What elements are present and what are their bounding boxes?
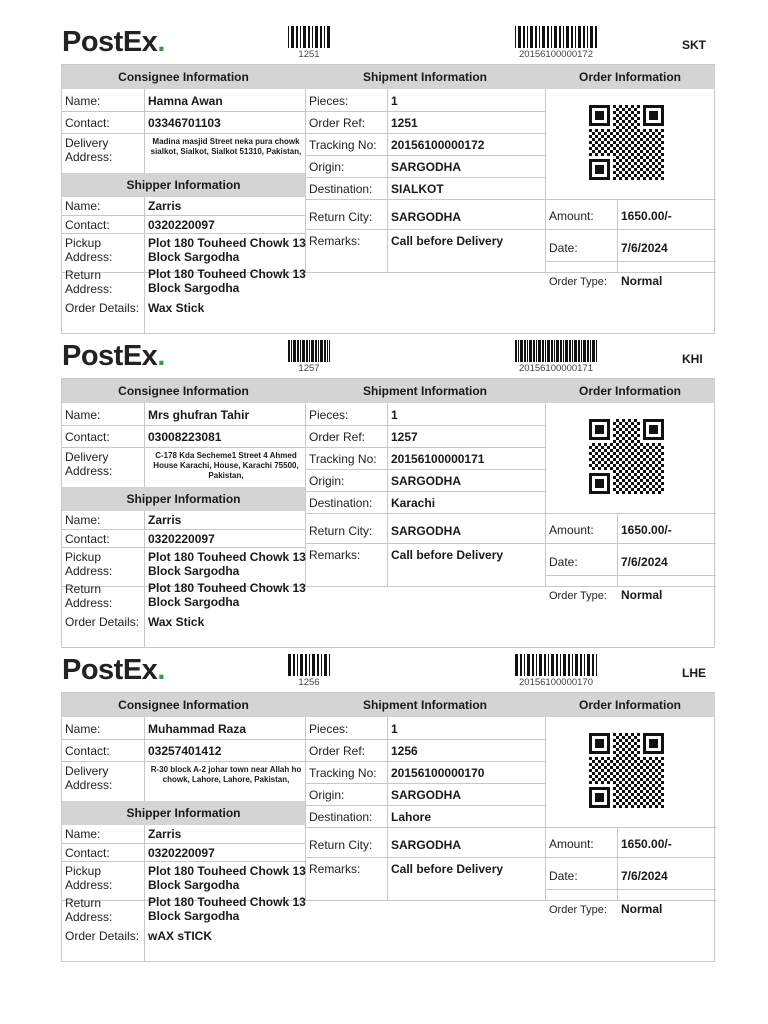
destination-label: Destination: [309, 810, 373, 824]
tracking-barcode-number: 20156100000172 [519, 49, 593, 60]
return-city: SARGODHA [391, 210, 462, 224]
shipper-name-label: Name: [65, 513, 101, 527]
shipper-contact: 0320220097 [148, 218, 215, 232]
consignee-contact: 03346701103 [148, 116, 221, 130]
barcode-icon [288, 654, 330, 676]
pieces-label: Pieces: [309, 94, 349, 108]
pickup-address-label: Pickup Address: [65, 550, 113, 578]
shipper-name-label: Name: [65, 827, 101, 841]
amount-label: Amount: [549, 837, 594, 851]
shipper-contact: 0320220097 [148, 846, 215, 860]
tracking-no: 20156100000172 [391, 138, 485, 152]
qr-code-icon [587, 415, 665, 499]
return-address-label: Return Address: [65, 268, 113, 296]
origin-label: Origin: [309, 474, 345, 488]
order-ref: 1256 [391, 744, 418, 758]
order-type: Normal [621, 274, 663, 288]
shipper-name: Zarris [148, 827, 182, 841]
shipper-name: Zarris [148, 513, 182, 527]
remarks: Call before Delivery [391, 862, 504, 876]
shipment-header: Shipment Information [305, 65, 545, 89]
consignee-name: Muhammad Raza [148, 722, 247, 736]
postex-logo: PostEx. [62, 340, 165, 372]
shipping-label [0, 24, 768, 336]
date-label: Date: [549, 241, 578, 255]
barcode-icon [515, 26, 597, 48]
delivery-address-label: Delivery Address: [65, 450, 113, 478]
consignee-name-label: Name: [65, 94, 101, 108]
barcode-icon [288, 340, 330, 362]
order-ref-barcode-number: 1251 [298, 49, 320, 60]
pickup-address: Plot 180 Touheed Chowk 13 Block Sargodha [148, 550, 306, 578]
order-ref-barcode [276, 340, 342, 374]
date: 7/6/2024 [621, 241, 668, 255]
pieces-label: Pieces: [309, 722, 349, 736]
pickup-address-label: Pickup Address: [65, 236, 113, 264]
consignee-contact-label: Contact: [65, 744, 110, 758]
tracking-barcode [506, 340, 606, 374]
return-city-label: Return City: [309, 210, 373, 224]
origin: SARGODHA [391, 474, 462, 488]
shipper-contact: 0320220097 [148, 532, 215, 546]
consignee-contact: 03257401412 [148, 744, 222, 758]
shipper-header: Shipper Information [62, 801, 305, 825]
shipper-contact-label: Contact: [65, 846, 110, 860]
return-city-label: Return City: [309, 524, 373, 538]
destination-city-code: LHE [682, 666, 706, 680]
postex-logo: PostEx. [62, 26, 165, 58]
pieces: 1 [391, 722, 398, 736]
remarks: Call before Delivery [391, 234, 504, 248]
order-details: Wax Stick [148, 301, 205, 315]
pieces: 1 [391, 408, 398, 422]
label-table [61, 378, 715, 648]
label-table [61, 64, 715, 334]
destination: Lahore [391, 810, 432, 824]
destination-label: Destination: [309, 182, 373, 196]
barcode-icon [515, 654, 597, 676]
remarks-label: Remarks: [309, 234, 361, 248]
pieces-label: Pieces: [309, 408, 349, 422]
order-ref-barcode-number: 1256 [298, 677, 320, 688]
consignee-name-label: Name: [65, 408, 101, 422]
origin: SARGODHA [391, 788, 462, 802]
order-type: Normal [621, 902, 663, 916]
return-address: Plot 180 Touheed Chowk 13 Block Sargodha [148, 895, 306, 923]
label-table [61, 692, 715, 962]
tracking-no-label: Tracking No: [309, 138, 377, 152]
shipper-name-label: Name: [65, 199, 101, 213]
shipper-header: Shipper Information [62, 173, 305, 197]
order-ref-label: Order Ref: [309, 744, 366, 758]
order-type-label: Order Type: [549, 276, 607, 288]
return-address: Plot 180 Touheed Chowk 13 Block Sargodha [148, 267, 306, 295]
origin: SARGODHA [391, 160, 462, 174]
delivery-address: R-30 block A-2 johar town near Allah ho chowk, Lahore, Lahore, Pakistan, [150, 765, 302, 784]
order-details-label: Order Details: [65, 615, 140, 629]
amount: 1650.00/- [621, 837, 672, 851]
shipper-header: Shipper Information [62, 487, 305, 511]
consignee-contact: 03008223081 [148, 430, 222, 444]
qr-code-icon [587, 101, 665, 185]
shipper-contact-label: Contact: [65, 218, 110, 232]
order-details-label: Order Details: [65, 301, 140, 315]
barcode-icon [515, 340, 597, 362]
date-label: Date: [549, 869, 578, 883]
order-type: Normal [621, 588, 663, 602]
tracking-barcode [506, 26, 606, 60]
pickup-address: Plot 180 Touheed Chowk 13 Block Sargodha [148, 236, 306, 264]
remarks: Call before Delivery [391, 548, 504, 562]
order-ref-label: Order Ref: [309, 430, 366, 444]
origin-label: Origin: [309, 788, 345, 802]
order-ref-label: Order Ref: [309, 116, 366, 130]
return-address: Plot 180 Touheed Chowk 13 Block Sargodha [148, 581, 306, 609]
order-ref: 1251 [391, 116, 418, 130]
postex-logo: PostEx. [62, 654, 165, 686]
return-city-label: Return City: [309, 838, 373, 852]
order-details-label: Order Details: [65, 929, 140, 943]
date: 7/6/2024 [621, 555, 668, 569]
tracking-no: 20156100000171 [391, 452, 485, 466]
amount: 1650.00/- [621, 209, 672, 223]
consignee-header: Consignee Information [62, 65, 305, 89]
pickup-address-label: Pickup Address: [65, 864, 113, 892]
consignee-name: Mrs ghufran Tahir [148, 408, 250, 422]
destination: Karachi [391, 496, 436, 510]
destination: SIALKOT [391, 182, 444, 196]
order-header: Order Information [545, 693, 715, 717]
order-ref-barcode [276, 654, 342, 688]
tracking-no: 20156100000170 [391, 766, 485, 780]
barcode-icon [288, 26, 330, 48]
order-type-label: Order Type: [549, 904, 607, 916]
return-address-label: Return Address: [65, 582, 113, 610]
consignee-header: Consignee Information [62, 379, 305, 403]
shipper-contact-label: Contact: [65, 532, 110, 546]
tracking-no-label: Tracking No: [309, 766, 377, 780]
shipping-label [0, 338, 768, 650]
remarks-label: Remarks: [309, 548, 361, 562]
date-label: Date: [549, 555, 578, 569]
consignee-contact-label: Contact: [65, 116, 110, 130]
shipment-header: Shipment Information [305, 379, 545, 403]
order-ref-barcode [276, 26, 342, 60]
order-ref-barcode-number: 1257 [298, 363, 320, 374]
amount-label: Amount: [549, 209, 594, 223]
destination-label: Destination: [309, 496, 373, 510]
return-city: SARGODHA [391, 524, 462, 538]
date: 7/6/2024 [621, 869, 668, 883]
delivery-address-label: Delivery Address: [65, 764, 113, 792]
consignee-contact-label: Contact: [65, 430, 110, 444]
tracking-barcode-number: 20156100000170 [519, 677, 593, 688]
return-address-label: Return Address: [65, 896, 113, 924]
amount: 1650.00/- [621, 523, 672, 537]
shipment-header: Shipment Information [305, 693, 545, 717]
delivery-address-label: Delivery Address: [65, 136, 113, 164]
consignee-name-label: Name: [65, 722, 101, 736]
order-type-label: Order Type: [549, 590, 607, 602]
order-header: Order Information [545, 379, 715, 403]
tracking-barcode [506, 654, 606, 688]
tracking-barcode-number: 20156100000171 [519, 363, 593, 374]
remarks-label: Remarks: [309, 862, 361, 876]
order-details: wAX sTICK [148, 929, 213, 943]
destination-city-code: KHI [682, 352, 703, 366]
pickup-address: Plot 180 Touheed Chowk 13 Block Sargodha [148, 864, 306, 892]
origin-label: Origin: [309, 160, 345, 174]
shipper-name: Zarris [148, 199, 182, 213]
consignee-name: Hamna Awan [148, 94, 223, 108]
delivery-address: Madina masjid Street neka pura chowk sialkot, Sialkot, Sialkot 51310, Pakistan, [150, 137, 302, 156]
delivery-address: C-178 Kda Secheme1 Street 4 Ahmed House Karachi, House, Karachi 75500, Pakistan, [153, 451, 299, 480]
shipping-label [0, 652, 768, 964]
consignee-header: Consignee Information [62, 693, 305, 717]
destination-city-code: SKT [682, 38, 706, 52]
return-city: SARGODHA [391, 838, 462, 852]
qr-code-icon [587, 729, 665, 813]
order-header: Order Information [545, 65, 715, 89]
amount-label: Amount: [549, 523, 594, 537]
order-details: Wax Stick [148, 615, 205, 629]
order-ref: 1257 [391, 430, 418, 444]
pieces: 1 [391, 94, 398, 108]
tracking-no-label: Tracking No: [309, 452, 377, 466]
